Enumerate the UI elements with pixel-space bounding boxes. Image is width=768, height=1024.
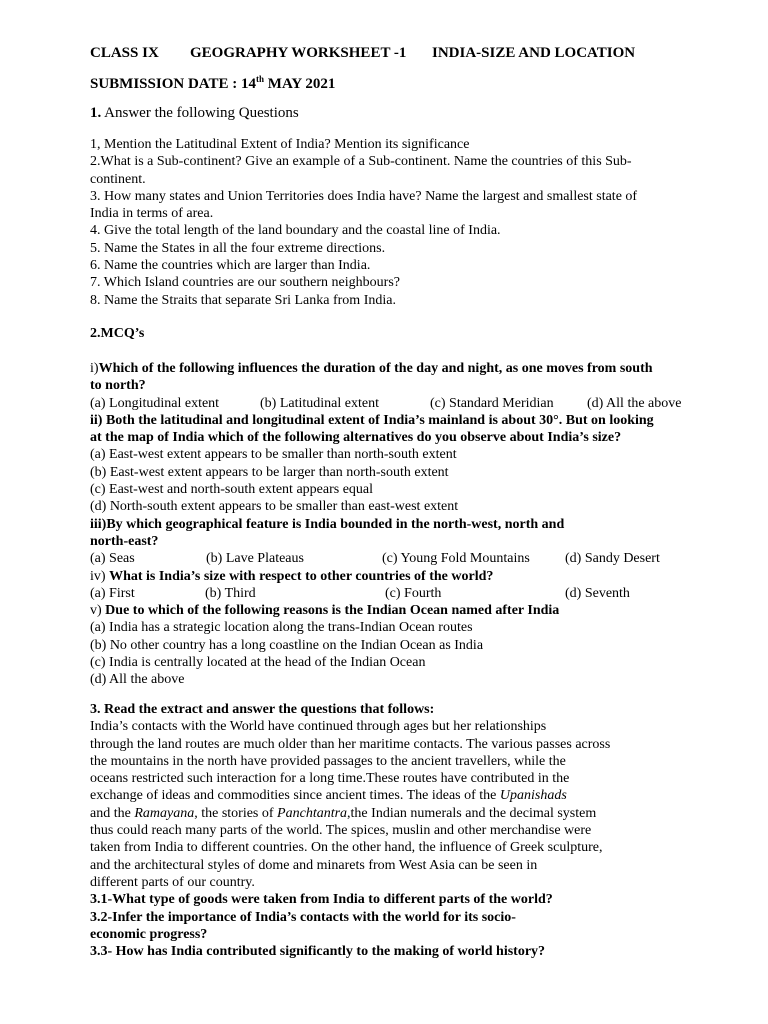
submission-prefix: SUBMISSION DATE : 14 (90, 76, 257, 92)
mcq-option: (d) Seventh (565, 585, 630, 601)
mcq-option: (d) North-south extent appears to be smaller than east-west extent (90, 499, 459, 515)
mcq-question: ii) Both the latitudinal and longitudinal extent of India’s mainland is about 30°. But on looking (90, 412, 654, 428)
mcq-option: (b) Latitudinal extent (260, 395, 379, 411)
section1-heading (90, 105, 299, 122)
q-line: 3. How many states and Union Territories does India have? Name the largest and smallest state of (90, 188, 638, 204)
q-line: 4. Give the total length of the land boundary and the coastal line of India. (90, 223, 501, 239)
submission-suffix: MAY 2021 (264, 76, 336, 92)
q-line: India in terms of area. (90, 206, 214, 222)
mcq-option: (c) Fourth (385, 585, 442, 601)
extract-line: through the land routes are much older than her maritime contacts. The various passes across (90, 736, 611, 752)
section1-questions (90, 136, 637, 309)
q-line: 8. Name the Straits that separate Sri Lanka from India. (90, 292, 396, 308)
mcq-option: (a) East-west extent appears to be smaller than north-south extent (90, 447, 457, 463)
mcq-question: iii)By which geographical feature is India bounded in the north-west, north and (90, 516, 565, 532)
extract-line: exchange of ideas and commodities since ancient times. The ideas of the Upanishads (90, 788, 567, 804)
extract-question: 3.3- How has India contributed significantly to the making of world history? (90, 944, 546, 960)
mcq-option: (a) India has a strategic location along the trans-Indian Ocean routes (90, 620, 473, 636)
q-line: 6. Name the countries which are larger than India. (90, 258, 371, 274)
mcq-question: north-east? (90, 533, 159, 549)
section2-heading: 2.MCQ’s (90, 326, 145, 341)
extract-line: and the architectural styles of dome and minarets from West Asia can be seen in (90, 857, 538, 873)
mcq-option: (d) All the above (587, 395, 682, 411)
extract-line: India’s contacts with the World have continued through ages but her relationships (90, 719, 547, 735)
section1-number: 1. (90, 105, 102, 121)
mcq-option: (a) First (90, 585, 135, 601)
mcq-question: at the map of India which of the following alternatives do you observe about India’s size? (90, 430, 622, 446)
mcq-option: (c) Standard Meridian (430, 395, 554, 411)
mcq-option: (d) All the above (90, 672, 185, 688)
section2-mcqs (90, 360, 690, 689)
mcq-options-row (90, 395, 690, 412)
class-label: CLASS IX (90, 45, 159, 61)
extract-line: different parts of our country. (90, 874, 255, 890)
mcq-option: (d) Sandy Desert (565, 551, 660, 567)
mcq-question: to north? (90, 378, 146, 394)
mcq-question: iv) What is India’s size with respect to other countries of the world? (90, 568, 494, 584)
submission-sup: th (256, 74, 265, 84)
submission-date (90, 76, 335, 93)
mcq-option: (c) Young Fold Mountains (382, 551, 530, 567)
q-line: 7. Which Island countries are our southern neighbours? (90, 275, 400, 291)
mcq-option: (a) Longitudinal extent (90, 395, 220, 411)
mcq-question: v) Due to which of the following reasons is the Indian Ocean named after India (90, 603, 560, 619)
extract-line: taken from India to different countries. On the other hand, the influence of Greek sculpture, (90, 840, 603, 856)
worksheet-title: GEOGRAPHY WORKSHEET -1 (190, 45, 407, 61)
mcq-options-row (90, 585, 690, 602)
extract-question: 3.2-Infer the importance of India’s contacts with the world for its socio- (90, 909, 516, 925)
mcq-option: (b) No other country has a long coastline on the Indian Ocean as India (90, 637, 484, 653)
extract-line: oceans restricted such interaction for a long time.These routes have contributed in the (90, 771, 570, 787)
mcq-option: (b) Lave Plateaus (206, 551, 304, 567)
extract-line: and the Ramayana, the stories of Panchtantra,the Indian numerals and the decimal system (90, 805, 597, 821)
q-line: 5. Name the States in all the four extreme directions. (90, 240, 386, 256)
q-line: 1, Mention the Latitudinal Extent of India? Mention its significance (90, 137, 470, 152)
section3-heading: 3. Read the extract and answer the questions that follows: (90, 702, 435, 717)
extract-question: 3.1-What type of goods were taken from India to different parts of the world? (90, 892, 553, 908)
mcq-option: (a) Seas (90, 551, 135, 567)
mcq-option: (c) India is centrally located at the head of the Indian Ocean (90, 655, 426, 671)
extract-line: the mountains in the north have provided passages to the ancient travellers, while the (90, 753, 566, 769)
mcq-question: i)Which of the following influences the duration of the day and night, as one moves from south (90, 361, 653, 376)
extract-question: economic progress? (90, 926, 208, 942)
mcq-option: (b) Third (205, 585, 256, 601)
mcq-option: (c) East-west and north-south extent appears equal (90, 482, 374, 498)
section1-title: Answer the following Questions (101, 105, 299, 121)
mcq-option: (b) East-west extent appears to be larger than north-south extent (90, 464, 449, 480)
extract-line: thus could reach many parts of the world. The spices, muslin and other merchandise were (90, 823, 592, 839)
q-line: 2.What is a Sub-continent? Give an example of a Sub-continent. Name the countries of this Sub- (90, 154, 632, 170)
topic-title: INDIA-SIZE AND LOCATION (432, 45, 636, 61)
section3 (90, 701, 610, 960)
q-line: continent. (90, 171, 146, 187)
mcq-options-row (90, 550, 690, 567)
